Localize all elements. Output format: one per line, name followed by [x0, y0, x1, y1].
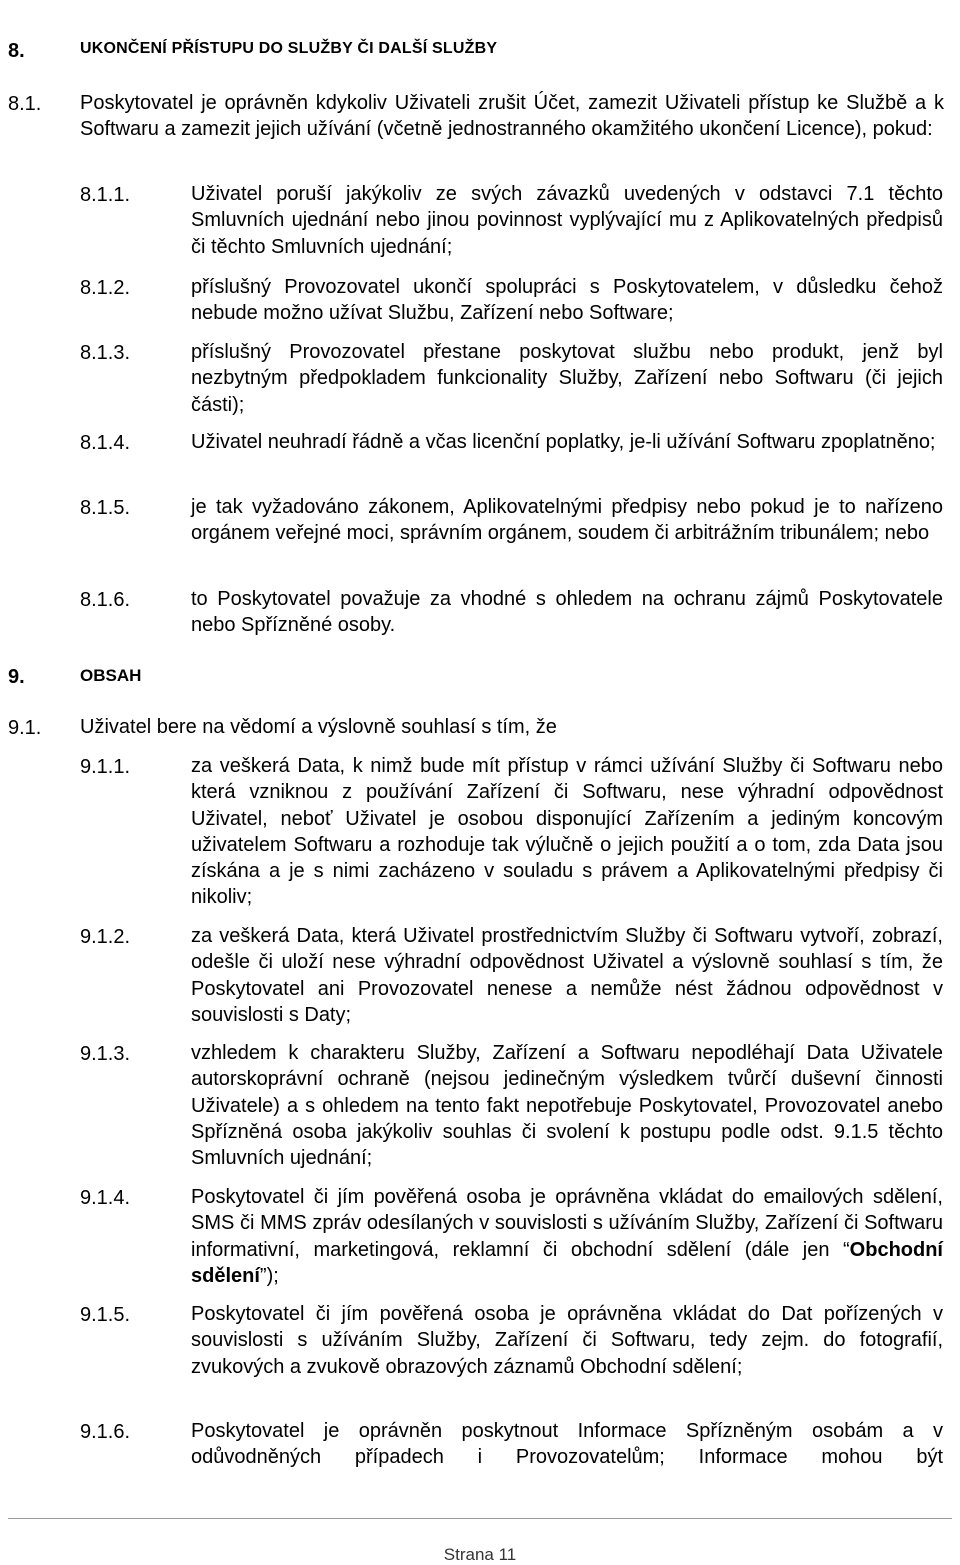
item-9-1-5-number: 9.1.5.: [80, 1304, 131, 1326]
clause-9-1-text: Uživatel bere na vědomí a výslovně souhlasí s tím, že: [80, 716, 557, 738]
section-9-number: 9.: [8, 666, 25, 688]
item-9-1-2-number: 9.1.2.: [80, 926, 131, 948]
item-9-1-6-number: 9.1.6.: [80, 1421, 131, 1443]
item-8-1-1-text: Uživatel poruší jakýkoliv ze svých závazků uvedených v odstavci 7.1 těchto Smluvních ujednání nebo jinou povinnost vyplývající mu z Aplikovatelných předpisů či těchto Smluvních ujednání;: [191, 183, 943, 258]
item-9-1-4-number: 9.1.4.: [80, 1187, 131, 1209]
item-9-1-6-text: Poskytovatel je oprávněn poskytnout Informace Spřízněným osobám a v odůvodněných případech i Provozovatelům; Informace mohou být: [191, 1420, 943, 1469]
clause-8-1-text: Poskytovatel je oprávněn kdykoliv Uživateli zrušit Účet, zamezit Uživateli přístup ke Službě a k Softwaru a zamezit jejich užívání (včetně jednostranného okamžitého ukončení Licence), pokud:: [80, 92, 944, 141]
section-8-number: 8.: [8, 40, 25, 62]
section-9-title: OBSAH: [80, 666, 142, 685]
item-9-1-1-number: 9.1.1.: [80, 756, 131, 778]
item-8-1-5-text: je tak vyžadováno zákonem, Aplikovatelnými předpisy nebo pokud je to nařízeno orgánem veřejné moci, správním orgánem, soudem či arbitrážním tribunálem; nebo: [191, 496, 943, 545]
item-8-1-5-number: 8.1.5.: [80, 497, 131, 519]
item-8-1-3-number: 8.1.3.: [80, 342, 131, 364]
item-9-1-4-text-before: Poskytovatel či jím pověřená osoba je oprávněna vkládat do emailových sdělení, SMS či MMS zpráv odesílaných v souvislosti s užíváním Služby, Zařízení či Softwaru informativní, marketingová, reklamní či obchodní sdělení (dále jen “: [191, 1186, 943, 1261]
item-9-1-5-text: Poskytovatel či jím pověřená osoba je oprávněna vkládat do Dat pořízených v souvislosti s užíváním Služby, Zařízení či Softwaru, tedy zejm. do fotografií, zvukových a zvukově obrazových záznamů Obchodní sdělení;: [191, 1303, 943, 1378]
section-8-title: UKONČENÍ PŘÍSTUPU DO SLUŽBY ČI DALŠÍ SLUŽBY: [80, 40, 498, 57]
item-8-1-4-number: 8.1.4.: [80, 432, 131, 454]
page-number: Strana 11: [443, 1545, 517, 1564]
item-9-1-1-text: za veškerá Data, k nimž bude mít přístup v rámci užívání Služby či Softwaru nebo která vzniknou z používání Zařízení či Softwaru, nese výhradní odpovědnost Uživatel, neboť Uživatel je osobou disponující Zařízením a jediným koncovým uživatelem Softwaru a rozhoduje tak výlučně o jejich použití a o tom, zda Data jsou získána a je s nimi zacházeno v souladu s právem a Aplikovatelnými předpisy či nikoliv;: [191, 755, 943, 909]
item-9-1-4-text: [191, 1184, 943, 1289]
item-9-1-3-number: 9.1.3.: [80, 1043, 131, 1065]
clause-9-1-number: 9.1.: [8, 717, 42, 739]
item-8-1-1-number: 8.1.1.: [80, 184, 131, 206]
item-8-1-6-text: to Poskytovatel považuje za vhodné s ohledem na ochranu zájmů Poskytovatele nebo Spřízněné osoby.: [191, 588, 943, 637]
item-9-1-4-text-after: ”);: [259, 1264, 279, 1287]
item-8-1-2-number: 8.1.2.: [80, 277, 131, 299]
item-8-1-6-number: 8.1.6.: [80, 589, 131, 611]
item-8-1-4-text: Uživatel neuhradí řádně a včas licenční poplatky, je-li užívání Softwaru zpoplatněno;: [191, 431, 936, 453]
item-9-1-2-text: za veškerá Data, která Uživatel prostřednictvím Služby či Softwaru vytvoří, zobrazí, odešle či uloží nese výhradní odpovědnost Uživatel a výslovně souhlasí s tím, že Poskytovatel ani Provozovatel nenese a nemůže nést žádnou odpovědnost v souvislosti s Daty;: [191, 925, 943, 1026]
item-8-1-3-text: příslušný Provozovatel přestane poskytovat službu nebo produkt, jenž byl nezbytným předpokladem funkcionality Služby, Zařízení nebo Softwaru (či jejich části);: [191, 341, 943, 416]
obchodni-sdeleni-term: Obchodní sdělení: [191, 1238, 943, 1287]
item-8-1-2-text: příslušný Provozovatel ukončí spolupráci s Poskytovatelem, v důsledku čehož nebude možno užívat Službu, Zařízení nebo Software;: [191, 276, 943, 325]
clause-8-1-number: 8.1.: [8, 93, 42, 115]
item-9-1-3-text: vzhledem k charakteru Služby, Zařízení a Softwaru nepodléhají Data Uživatele autorskoprávní ochraně (nejsou jedinečným výsledkem tvůrčí duševní činnosti Uživatele) a s ohledem na tento fakt nepotřebuje Poskytovatel, Provozovatel anebo Spřízněná osoba jakýkoliv souhlas či svolení k postupu podle odst. 9.1.5 těchto Smluvních ujednání;: [191, 1042, 943, 1170]
footer-divider: [8, 1518, 952, 1519]
